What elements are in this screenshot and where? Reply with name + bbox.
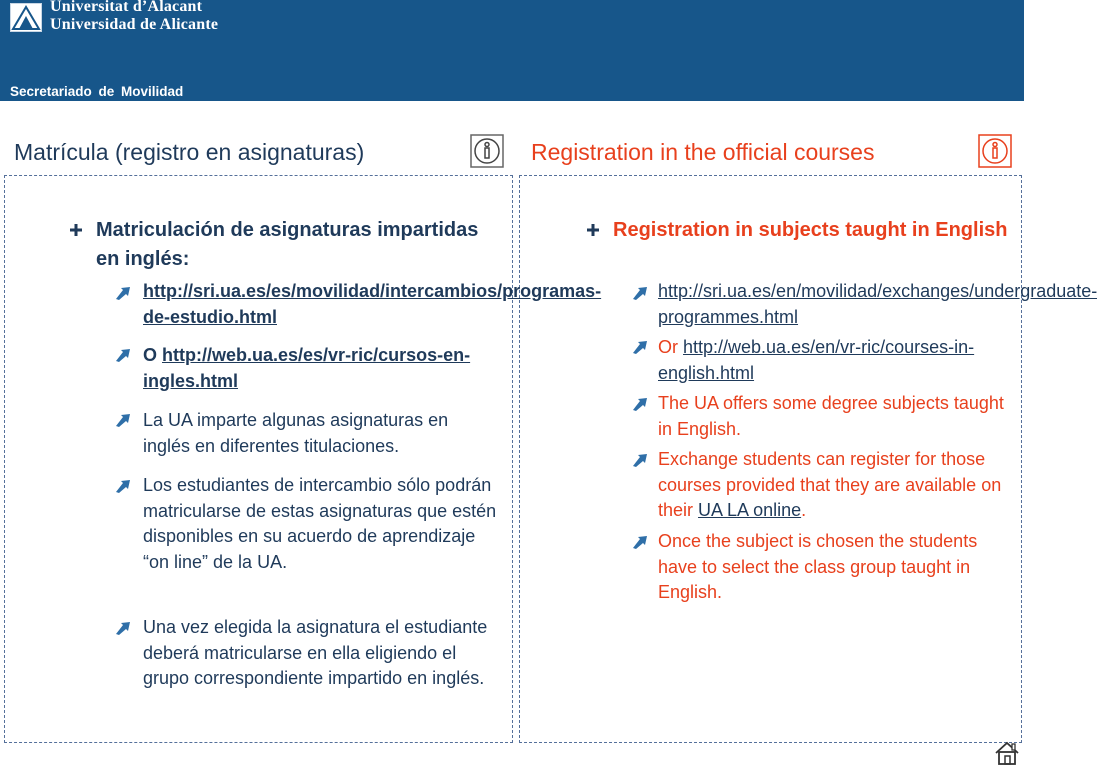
list-item	[143, 343, 503, 394]
spanish-heading: Matriculación de asignaturas impartidas en inglés:	[96, 219, 479, 270]
courses-in-english-link[interactable]: http://web.ua.es/en/vr-ric/courses-in-english.html	[658, 337, 975, 383]
university-name-spanish: Universidad de Alicante	[50, 16, 219, 33]
exchanges-link[interactable]: http://sri.ua.es/en/movilidad/exchanges/undergraduate-programmes.html	[658, 281, 1097, 327]
list-item	[658, 279, 1097, 330]
arrow-bullet-icon	[632, 535, 648, 549]
list-item: Once the subject is chosen the students have to select the class group taught in English.	[658, 531, 978, 602]
exchange-text: Exchange students can register for those courses provided that they are available on their	[658, 449, 1002, 520]
info-icon[interactable]	[470, 134, 504, 168]
list-item: Los estudiantes de intercambio sólo podrán matricularse de estas asignaturas que estén disponibles en su acuerdo de aprendizaje “on line” de la UA.	[143, 475, 497, 572]
list-item: La UA imparte algunas asignaturas en inglés en diferentes titulaciones.	[143, 410, 449, 456]
info-icon[interactable]	[978, 134, 1012, 168]
list-item	[658, 447, 1014, 524]
arrow-bullet-icon	[115, 479, 131, 493]
english-heading: Registration in subjects taught in English	[613, 219, 1008, 241]
programs-link[interactable]: http://sri.ua.es/es/movilidad/intercambios/programas-de-estudio.html	[143, 281, 602, 327]
courses-in-english-link[interactable]: http://web.ua.es/es/vr-ric/cursos-en-ingles.html	[143, 345, 471, 391]
arrow-bullet-icon	[115, 286, 131, 300]
university-logo-icon	[10, 3, 42, 32]
arrow-bullet-icon	[632, 286, 648, 300]
arrow-bullet-icon	[115, 413, 131, 427]
arrow-bullet-icon	[632, 340, 648, 354]
or-prefix: Or	[658, 337, 683, 357]
spanish-section-title: Matrícula (registro en asignaturas)	[14, 139, 365, 165]
list-item: Una vez elegida la asignatura el estudiante deberá matricularse en ella eligiendo el grupo correspondiente impartido en inglés.	[143, 617, 488, 688]
list-item	[658, 335, 1014, 386]
department-name: Secretariado de Movilidad	[10, 84, 184, 99]
cross-bullet-icon	[587, 224, 599, 236]
or-prefix: O	[143, 345, 163, 365]
ua-la-online-link[interactable]: UA LA online	[698, 500, 802, 520]
english-section-title: Registration in the official courses	[531, 139, 875, 165]
list-item: The UA offers some degree subjects taught in English.	[658, 393, 1004, 439]
arrow-bullet-icon	[632, 397, 648, 411]
home-icon[interactable]	[994, 741, 1020, 766]
header-band	[0, 0, 1024, 101]
cross-bullet-icon	[70, 224, 82, 236]
arrow-bullet-icon	[115, 621, 131, 635]
list-item	[143, 279, 602, 330]
arrow-bullet-icon	[632, 453, 648, 467]
arrow-bullet-icon	[115, 348, 131, 362]
university-name-valencian: Universitat d’Alacant	[50, 0, 203, 15]
exchange-suffix: .	[801, 500, 807, 520]
